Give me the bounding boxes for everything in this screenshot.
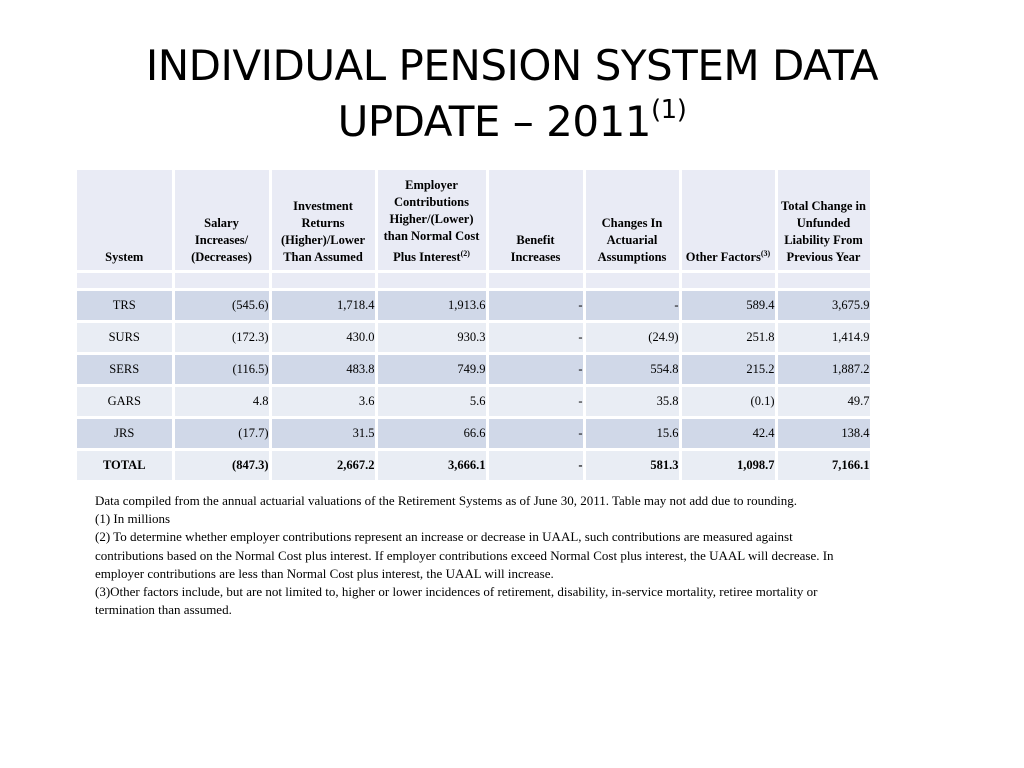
value-cell: 4.8	[173, 386, 270, 418]
column-header-label: Employer Contributions Higher/(Lower) than Normal Cost Plus Interest	[383, 177, 480, 264]
column-header-footnote: (2)	[460, 248, 470, 258]
pension-table-container	[77, 170, 871, 480]
value-cell: -	[584, 290, 680, 322]
system-name-cell: JRS	[77, 418, 173, 450]
value-cell: 1,718.4	[270, 290, 376, 322]
value-cell: 2,667.2	[270, 450, 376, 481]
value-cell: 483.8	[270, 354, 376, 386]
value-cell: -	[487, 418, 584, 450]
column-header	[584, 170, 680, 272]
header-spacer-row	[77, 272, 871, 290]
column-header-label: Salary Increases/ (Decreases)	[191, 216, 252, 264]
value-cell: 66.6	[376, 418, 487, 450]
column-header-label: Investment Returns (Higher)/Lower Than Assumed	[280, 199, 365, 264]
page-title-footnote: (1)	[651, 95, 687, 125]
spacer-cell	[487, 272, 584, 290]
page-title-line2-text: UPDATE – 2011	[337, 97, 652, 146]
system-name-cell: TOTAL	[77, 450, 173, 481]
column-header	[77, 170, 173, 272]
column-header-footnote: (3)	[760, 248, 771, 258]
value-cell: 49.7	[776, 386, 871, 418]
value-cell: (116.5)	[173, 354, 270, 386]
spacer-cell	[173, 272, 270, 290]
value-cell: -	[487, 386, 584, 418]
spacer-cell	[776, 272, 871, 290]
value-cell: 930.3	[376, 322, 487, 354]
column-header-label: Total Change in Unfunded Liability From Previous Year	[781, 199, 866, 264]
value-cell: 589.4	[680, 290, 776, 322]
column-header-label: Benefit Increases	[510, 233, 561, 264]
spacer-cell	[584, 272, 680, 290]
footnote-line: (3)Other factors include, but are not limited to, higher or lower incidences of retirement, disability, in-service mortality, retiree mortality or termination than assumed.	[95, 584, 818, 618]
value-cell: (17.7)	[173, 418, 270, 450]
value-cell: 5.6	[376, 386, 487, 418]
table-row	[77, 322, 871, 354]
spacer-cell	[270, 272, 376, 290]
value-cell: -	[487, 322, 584, 354]
spacer-cell	[680, 272, 776, 290]
system-name-cell: SURS	[77, 322, 173, 354]
value-cell: 3,666.1	[376, 450, 487, 481]
pension-data-table	[77, 170, 873, 480]
table-body	[77, 272, 871, 481]
column-header-label: Other Factors	[685, 250, 761, 264]
table-header-row	[77, 170, 871, 272]
footnotes	[95, 492, 855, 619]
value-cell: 7,166.1	[776, 450, 871, 481]
value-cell: 749.9	[376, 354, 487, 386]
table-row	[77, 290, 871, 322]
column-header	[776, 170, 871, 272]
value-cell: 554.8	[584, 354, 680, 386]
column-header	[376, 170, 487, 272]
system-name-cell: SERS	[77, 354, 173, 386]
value-cell: (24.9)	[584, 322, 680, 354]
spacer-cell	[77, 272, 173, 290]
column-header	[173, 170, 270, 272]
value-cell: 1,414.9	[776, 322, 871, 354]
footnote-line: (1) In millions	[95, 511, 171, 527]
column-header-label: System	[105, 250, 144, 264]
value-cell: 42.4	[680, 418, 776, 450]
column-header-label: Changes In Actuarial Assumptions	[597, 216, 667, 264]
value-cell: 31.5	[270, 418, 376, 450]
footnote-line: Data compiled from the annual actuarial valuations of the Retirement Systems as of June 30, 2011. Table may not add due to rounding.	[95, 493, 797, 508]
column-header	[487, 170, 584, 272]
value-cell: 1,887.2	[776, 354, 871, 386]
value-cell: 251.8	[680, 322, 776, 354]
system-name-cell: TRS	[77, 290, 173, 322]
value-cell: (0.1)	[680, 386, 776, 418]
value-cell: 430.0	[270, 322, 376, 354]
value-cell: 3.6	[270, 386, 376, 418]
footnote-line: (2) To determine whether employer contributions represent an increase or decrease in UAAL, such contributions are measured against contributions based on the Normal Cost plus interest. If employer contributions exceed Normal Cost plus interest, the UAAL will decrease. In employer contributions are less than Normal Cost plus interest, the UAAL will increase.	[95, 529, 834, 581]
value-cell: -	[487, 354, 584, 386]
value-cell: 15.6	[584, 418, 680, 450]
table-row	[77, 386, 871, 418]
value-cell: (847.3)	[173, 450, 270, 481]
value-cell: 215.2	[680, 354, 776, 386]
value-cell: -	[487, 450, 584, 481]
value-cell: 3,675.9	[776, 290, 871, 322]
value-cell: 138.4	[776, 418, 871, 450]
value-cell: 1,913.6	[376, 290, 487, 322]
system-name-cell: GARS	[77, 386, 173, 418]
table-row	[77, 354, 871, 386]
table-row	[77, 418, 871, 450]
table-total-row	[77, 450, 871, 481]
value-cell: (545.6)	[173, 290, 270, 322]
value-cell: 1,098.7	[680, 450, 776, 481]
column-header	[680, 170, 776, 272]
page-title	[0, 38, 1024, 150]
page-title-line1: INDIVIDUAL PENSION SYSTEM DATA	[145, 41, 879, 90]
value-cell: (172.3)	[173, 322, 270, 354]
value-cell: 581.3	[584, 450, 680, 481]
value-cell: 35.8	[584, 386, 680, 418]
spacer-cell	[376, 272, 487, 290]
column-header	[270, 170, 376, 272]
page-title-line2	[0, 94, 1024, 150]
value-cell: -	[487, 290, 584, 322]
